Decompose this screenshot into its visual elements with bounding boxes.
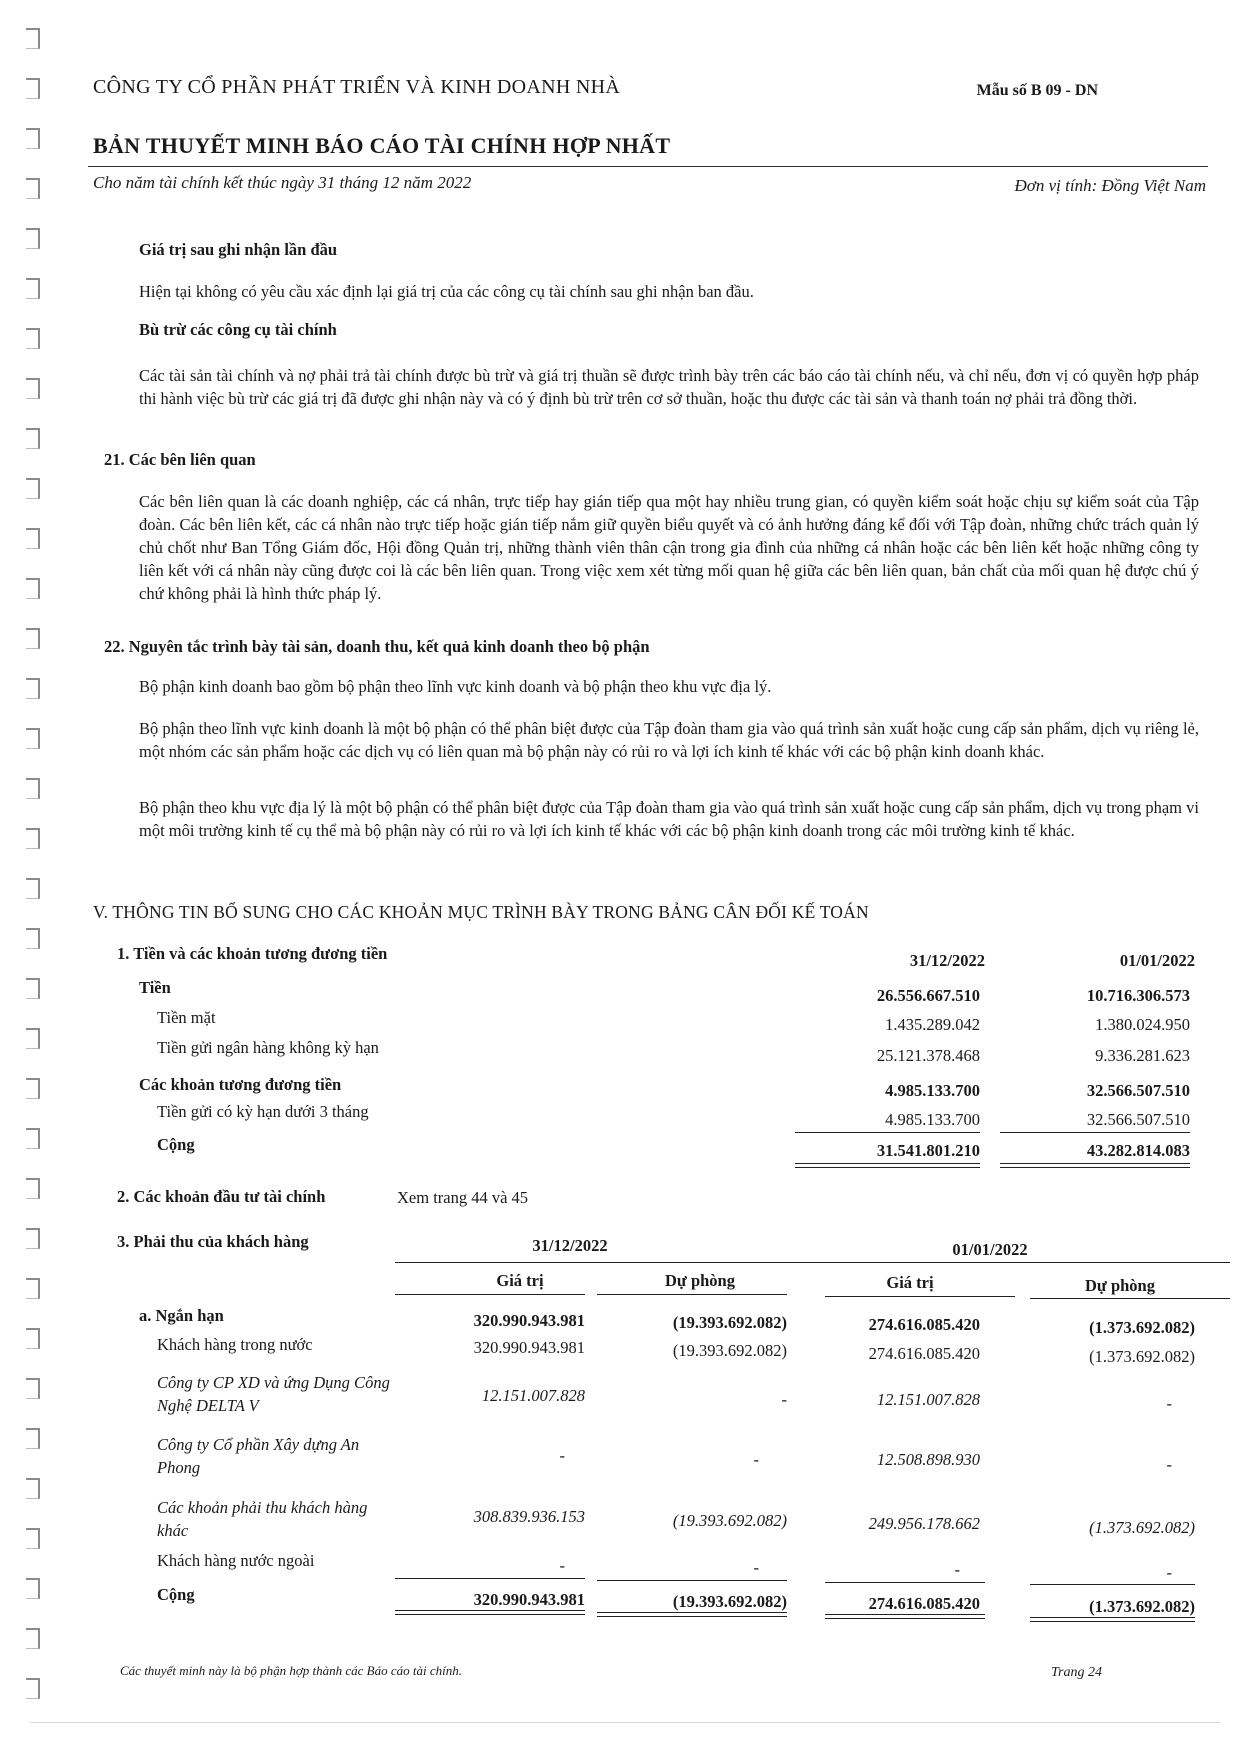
binder-ring [26,178,40,199]
receivables-provision: - [1166,1563,1172,1582]
receivables-value: 274.616.085.420 [868,1315,980,1334]
receivables-value: 249.956.178.662 [868,1514,980,1533]
binder-ring [26,228,40,249]
section-v-heading: V. THÔNG TIN BỔ SUNG CHO CÁC KHOẢN MỤC TRÌNH BÀY TRONG BẢNG CÂN ĐỐI KẾ TOÁN [93,902,869,922]
receivables-value: 12.151.007.828 [481,1386,585,1405]
cash-double-rule [795,1163,980,1168]
receivables-provision: (1.373.692.082) [1089,1518,1195,1537]
cash-row-label: Các khoản tương đương tiền [139,1075,342,1094]
receivables-value: 12.508.898.930 [876,1450,980,1469]
receivables-total-rule [825,1582,985,1583]
receivables-value: - [954,1560,960,1579]
receivables-total-provision: (1.373.692.082) [1089,1597,1195,1616]
receivables-provision: (1.373.692.082) [1089,1347,1195,1366]
cash-row-value: 1.435.289.042 [885,1015,980,1034]
receivables-value: - [559,1556,565,1575]
cash-total-rule [1000,1132,1190,1133]
binder-ring [26,28,40,49]
receivables-row-label: Khách hàng nước ngoài [157,1551,315,1570]
cash-total-value: 43.282.814.083 [1086,1141,1190,1160]
receivables-period-2022: 31/12/2022 [532,1236,608,1255]
footer-note: Các thuyết minh này là bộ phận hợp thành các Báo cáo tài chính. [120,1663,462,1678]
company-name: CÔNG TY CỔ PHẦN PHÁT TRIỂN VÀ KINH DOANH NHÀ [93,76,621,98]
cash-row-value: 1.380.024.950 [1095,1015,1190,1034]
receivables-provision: - [1166,1455,1172,1474]
receivables-subheader-rule [395,1294,585,1295]
cash-row-label: Tiền gửi ngân hàng không kỳ hạn [157,1038,379,1057]
receivables-value: 274.616.085.420 [868,1344,980,1363]
binder-ring [26,728,40,749]
receivables-value: 12.151.007.828 [876,1390,980,1409]
binder-ring [26,878,40,899]
receivables-double-rule [825,1614,985,1619]
binder-ring [26,1078,40,1099]
cash-total-value: 31.541.801.210 [876,1141,980,1160]
receivables-row-label: Khách hàng trong nước [157,1335,313,1354]
receivables-col-value: Giá trị [496,1271,544,1290]
binder-ring [26,1528,40,1549]
binder-ring [26,378,40,399]
binder-ring [26,978,40,999]
binder-rings [26,28,46,1728]
receivables-period-2021: 01/01/2022 [952,1240,1028,1259]
binder-ring [26,1278,40,1299]
form-number: Mẫu số B 09 - DN [976,82,1098,99]
receivables-provision: (19.393.692.082) [672,1511,787,1530]
section-22-heading: 22. Nguyên tắc trình bày tài sản, doanh thu, kết quả kinh doanh theo bộ phận [104,637,650,656]
receivables-provision: - [781,1390,787,1409]
binder-ring [26,1178,40,1199]
cash-row-value: 4.985.133.700 [885,1110,980,1129]
binder-ring [26,528,40,549]
cash-total-rule [795,1132,980,1133]
receivables-provision: (19.393.692.082) [672,1341,787,1360]
cash-total-label: Cộng [157,1135,195,1154]
receivables-double-rule [1030,1617,1195,1622]
cash-row-value: 32.566.507.510 [1086,1110,1190,1129]
receivables-provision: (19.393.692.082) [672,1313,787,1332]
receivables-double-rule [395,1610,585,1615]
binder-ring [26,1378,40,1399]
receivables-total-rule [1030,1584,1195,1585]
receivables-value: 308.839.936.153 [473,1507,585,1526]
cash-row-label: Tiền [139,978,171,997]
binder-ring [26,1128,40,1149]
receivables-row-label: a. Ngắn hạn [139,1306,224,1325]
binder-ring [26,628,40,649]
binder-ring [26,828,40,849]
cash-row-value: 4.985.133.700 [885,1081,980,1100]
binder-ring [26,278,40,299]
page-bottom-edge [30,1722,1220,1723]
cash-row-label: Tiền gửi có kỳ hạn dưới 3 tháng [157,1102,369,1121]
investments-note: Xem trang 44 và 45 [397,1188,529,1207]
cash-row-value: 9.336.281.623 [1095,1046,1190,1065]
offset-text: Các tài sản tài chính và nợ phải trả tài chính được bù trừ và giá trị thuần sẽ được trình bày trên các báo cáo tài chính nếu, và chỉ nếu, đơn vị có quyền hợp pháp thi hành việc bù trừ các giá trị đã được ghi nhận này và có ý định bù trừ trên cơ sở thuần, hoặc thu được các tài sản và thanh toán nợ phải trả đồng thời. [139,366,1199,408]
receivables-provision: - [753,1558,759,1577]
binder-ring [26,1578,40,1599]
receivables-row-label: Công ty Cổ phần Xây dựng An Phong [157,1435,360,1477]
binder-ring [26,578,40,599]
receivables-subheader-rule [825,1296,1015,1297]
section-22-p3: Bộ phận theo khu vực địa lý là một bộ phận có thể phân biệt được của Tập đoàn tham gia vào quá trình sản xuất hoặc cung cấp sản phẩm, dịch vụ trong phạm vi một môi trường kinh tế cụ thể mà bộ phận này có rủi ro và lợi ích kinh tế khác với các bộ phận kinh doanh trong các môi trường kinh tế khác. [139,798,1199,840]
binder-ring [26,1028,40,1049]
offset-heading: Bù trừ các công cụ tài chính [139,320,337,339]
binder-ring [26,328,40,349]
binder-ring [26,1328,40,1349]
receivables-total-value: 320.990.943.981 [473,1590,585,1609]
cash-double-rule [1000,1163,1190,1168]
binder-ring [26,1228,40,1249]
receivables-double-rule [597,1612,787,1617]
binder-ring [26,678,40,699]
cash-row-value: 32.566.507.510 [1086,1081,1190,1100]
receivables-row-label: Công ty CP XD và ứng Dụng Công Nghệ DELTA V [157,1373,390,1415]
section-22-p1: Bộ phận kinh doanh bao gồm bộ phận theo lĩnh vực kinh doanh và bộ phận theo khu vực địa lý. [139,677,772,696]
receivables-subheader-rule [597,1294,787,1295]
binder-ring [26,1478,40,1499]
binder-ring [26,128,40,149]
currency-unit: Đơn vị tính: Đồng Việt Nam [1014,176,1206,195]
binder-ring [26,428,40,449]
receivables-total-rule [597,1580,787,1581]
receivables-provision: - [1166,1394,1172,1413]
section-21-text: Các bên liên quan là các doanh nghiệp, các cá nhân, trực tiếp hay gián tiếp qua một hay nhiều trung gian, có quyền kiểm soát hoặc chịu sự kiểm soát của Tập đoàn. Các bên liên kết, các cá nhân nào trực tiếp hoặc gián tiếp nắm giữ quyền biểu quyết và có ảnh hưởng đáng kể đối với Tập đoàn, những chức trách quản lý chủ chốt như Ban Tổng Giám đốc, Hội đồng Quản trị, những thành viên thân cận trong gia đình của những cá nhân hoặc các bên liên kết hoặc những công ty liên kết với cá nhân này cũng được coi là các bên liên quan. Trong việc xem xét từng mối quan hệ giữa các bên liên quan, bản chất của mối quan hệ được chú ý chứ không phải là hình thức pháp lý. [139,492,1199,603]
receivables-value: 320.990.943.981 [473,1338,585,1357]
document-title: BẢN THUYẾT MINH BÁO CÁO TÀI CHÍNH HỢP NHẤT [93,133,671,158]
binder-ring [26,1628,40,1649]
cash-col-2021: 01/01/2022 [1119,951,1195,970]
after-recognition-heading: Giá trị sau ghi nhận lần đầu [139,240,338,259]
receivables-total-rule [395,1578,585,1579]
section-21-heading: 21. Các bên liên quan [104,450,256,469]
receivables-subheader-rule [1030,1298,1230,1299]
receivables-col-provision: Dự phòng [665,1271,735,1290]
receivables-provision: (1.373.692.082) [1089,1318,1195,1337]
binder-ring [26,478,40,499]
receivables-total-value: 274.616.085.420 [868,1594,980,1613]
cash-row-value: 10.716.306.573 [1086,986,1190,1005]
binder-ring [26,78,40,99]
investments-heading: 2. Các khoản đầu tư tài chính [117,1187,326,1206]
reporting-period: Cho năm tài chính kết thúc ngày 31 tháng 12 năm 2022 [93,173,472,192]
receivables-provision: - [753,1450,759,1469]
section-22-p2: Bộ phận theo lĩnh vực kinh doanh là một bộ phận có thể phân biệt được của Tập đoàn tham gia vào quá trình sản xuất hoặc cung cấp sản phẩm, dịch vụ riêng lẻ, một nhóm các sản phẩm hoặc các dịch vụ có liên quan mà bộ phận này có rủi ro và lợi ích kinh tế khác với các bộ phận kinh doanh khác. [139,719,1199,761]
after-recognition-text: Hiện tại không có yêu cầu xác định lại giá trị của các công cụ tài chính sau ghi nhận ban đầu. [139,282,754,301]
header-divider [88,166,1208,167]
cash-row-label: Tiền mặt [157,1008,216,1027]
receivables-row-label: Các khoản phải thu khách hàng khác [157,1498,368,1540]
binder-ring [26,928,40,949]
receivables-value: 320.990.943.981 [473,1311,585,1330]
receivables-heading: 3. Phải thu của khách hàng [117,1232,309,1251]
cash-col-2022: 31/12/2022 [909,951,985,970]
receivables-header-rule [395,1262,1230,1263]
receivables-total-provision: (19.393.692.082) [672,1592,787,1611]
receivables-value: - [559,1446,565,1465]
cash-row-value: 25.121.378.468 [876,1046,980,1065]
binder-ring [26,1428,40,1449]
receivables-col-provision: Dự phòng [1085,1276,1155,1295]
receivables-total-label: Cộng [157,1585,195,1604]
binder-ring [26,778,40,799]
cash-heading: 1. Tiền và các khoản tương đương tiền [117,944,388,963]
cash-row-value: 26.556.667.510 [876,986,980,1005]
page-number: Trang 24 [1051,1665,1102,1680]
binder-ring [26,1678,40,1699]
receivables-col-value: Giá trị [886,1273,934,1292]
